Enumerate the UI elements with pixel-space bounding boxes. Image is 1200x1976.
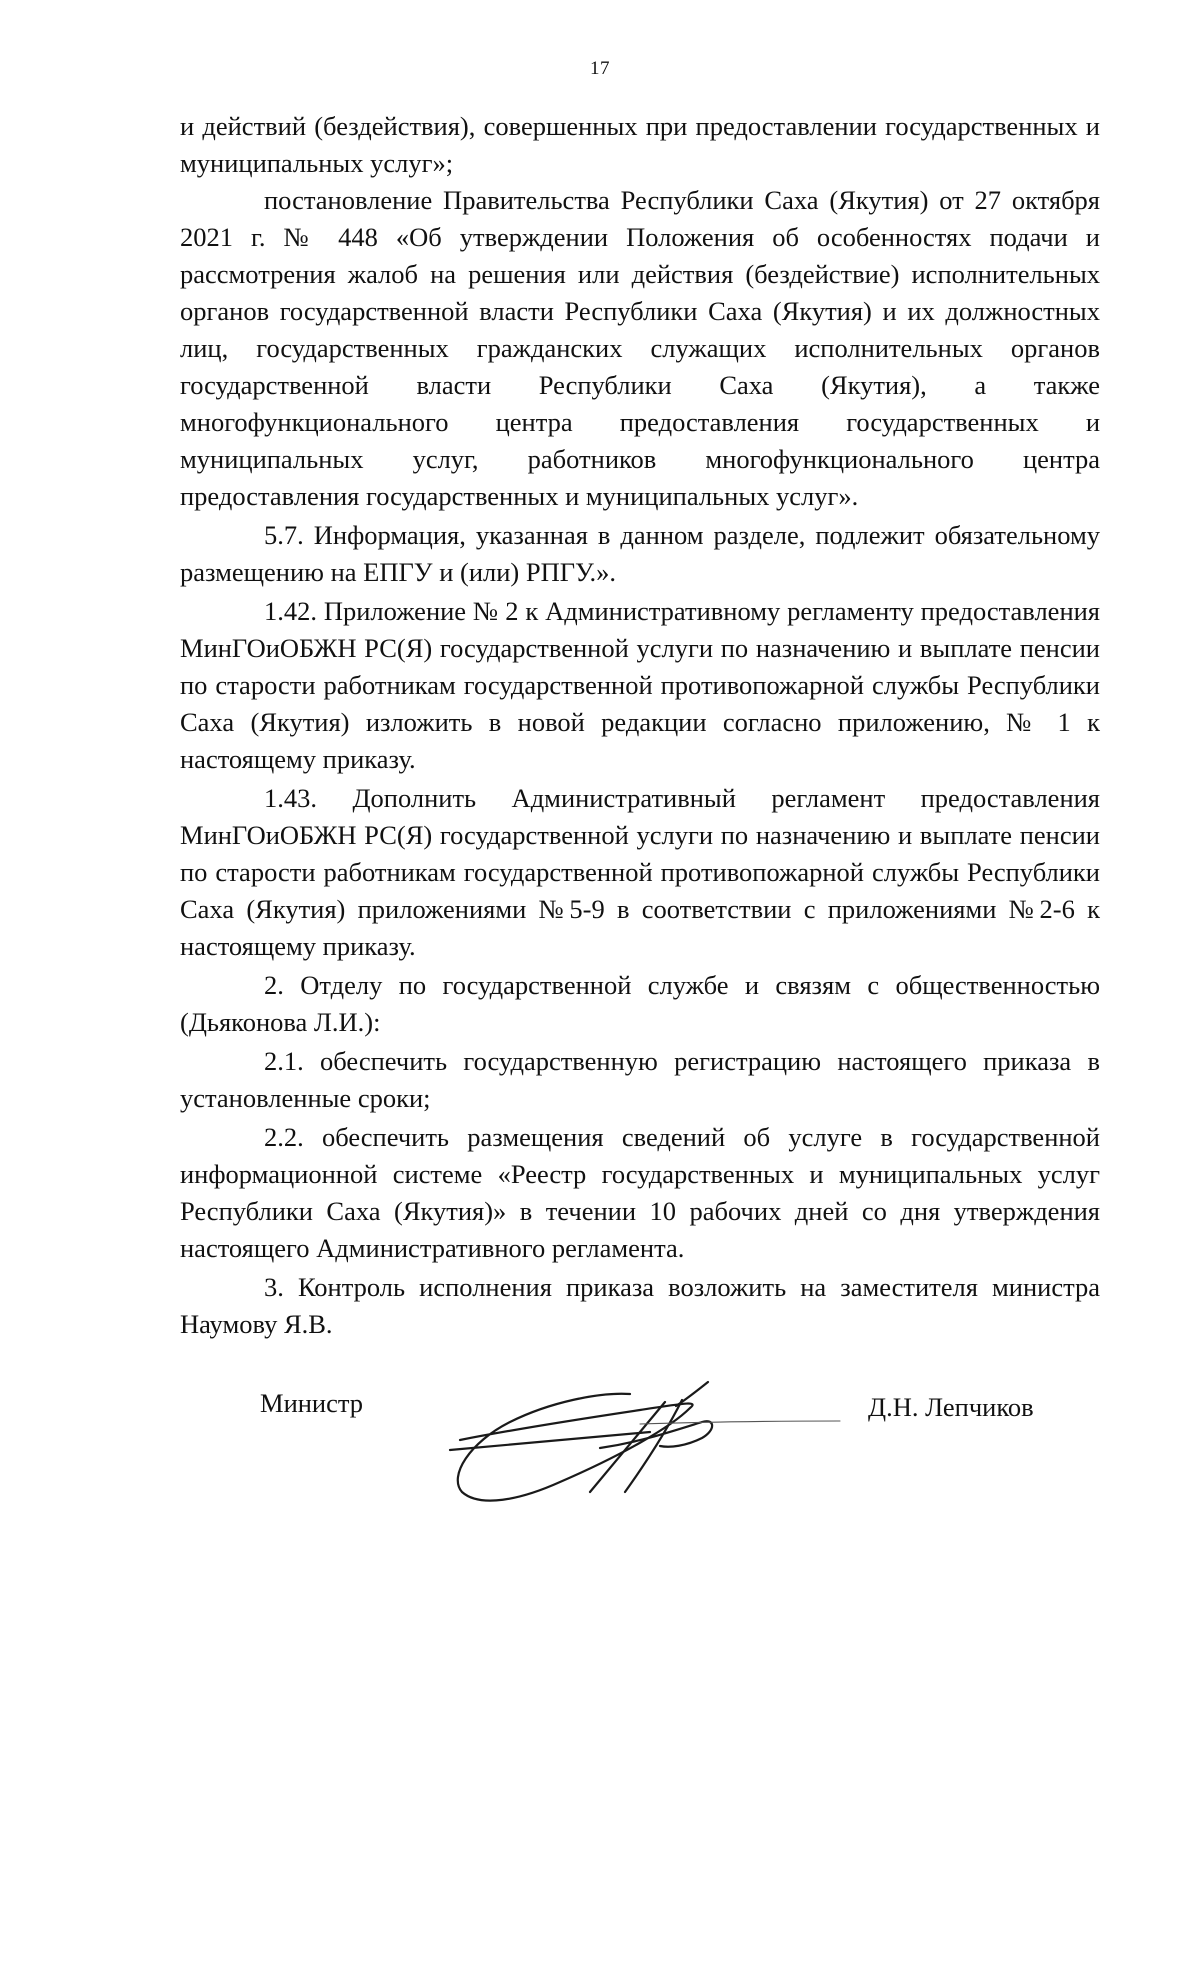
paragraph-1-42: 1.42. Приложение № 2 к Административному регламенту предоставления МинГОиОБЖН РС(Я) государственной услуги по назначению и выплате пенсии по старости работникам государственной противопожарной службы Республики Саха (Якутия) изложить в новой редакции согласно приложению, № 1 к настоящему приказу. — [180, 596, 1100, 774]
paragraph-2-1: 2.1. обеспечить государственную регистрацию настоящего приказа в установленные сроки; — [180, 1046, 1100, 1113]
handwritten-signature-icon — [440, 1372, 860, 1522]
paragraph-3: 3. Контроль исполнения приказа возложить на заместителя министра Наумову Я.В. — [180, 1272, 1100, 1339]
document-body — [180, 108, 1100, 1343]
signature-block — [0, 1380, 1200, 1540]
signer-position: Министр — [260, 1388, 364, 1418]
paragraph-resolution-448: постановление Правительства Республики Саха (Якутия) от 27 октября 2021 г. № 448 «Об утверждении Положения об особенностях подачи и рассмотрения жалоб на решения или действия (бездействие) исполнительных органов государственной власти Республики Саха (Якутия) и их должностных лиц, государственных гражданских служащих исполнительных органов государственной власти Республики Саха (Якутия), а также многофункционального центра предоставления государственных и муниципальных услуг, работников многофункционального центра предоставления государственных и муниципальных услуг». — [180, 185, 1100, 511]
signer-name: Д.Н. Лепчиков — [868, 1392, 1034, 1422]
paragraph-5-7: 5.7. Информация, указанная в данном разделе, подлежит обязательному размещению на ЕПГУ и (или) РПГУ.». — [180, 520, 1100, 587]
paragraph-1-43: 1.43. Дополнить Административный регламент предоставления МинГОиОБЖН РС(Я) государственной услуги по назначению и выплате пенсии по старости работникам государственной противопожарной службы Республики Саха (Якутия) приложениями №5-9 в соответствии с приложениями №2-6 к настоящему приказу. — [180, 783, 1100, 961]
paragraph-2: 2. Отделу по государственной службе и связям с общественностью (Дьяконова Л.И.): — [180, 970, 1100, 1037]
paragraph-continuation: и действий (бездействия), совершенных при предоставлении государственных и муниципальных услуг»; — [180, 111, 1100, 178]
paragraph-2-2: 2.2. обеспечить размещения сведений об услуге в государственной информационной системе «Реестр государственных и муниципальных услуг Республики Саха (Якутия)» в течении 10 рабочих дней со дня утверждения настоящего Административного регламента. — [180, 1122, 1100, 1263]
page-number: 17 — [590, 58, 610, 79]
